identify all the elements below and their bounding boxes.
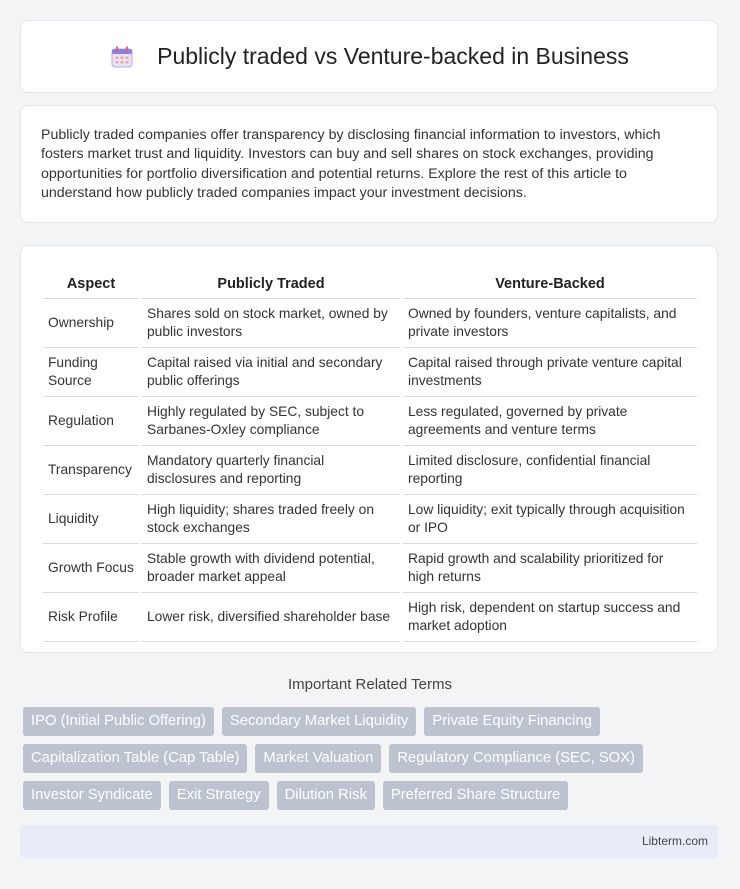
row-publicly-traded: Capital raised via initial and secondary public offerings <box>142 348 400 397</box>
row-venture-backed: High risk, dependent on startup success and market adoption <box>403 593 697 642</box>
related-term-tag[interactable]: Exit Strategy <box>169 781 269 810</box>
header-aspect: Aspect <box>43 266 139 299</box>
row-aspect: Regulation <box>43 397 139 446</box>
row-venture-backed: Less regulated, governed by private agreements and venture terms <box>403 397 697 446</box>
row-publicly-traded: High liquidity; shares traded freely on stock exchanges <box>142 495 400 544</box>
row-aspect: Ownership <box>43 299 139 348</box>
title-card <box>20 20 718 93</box>
table-row <box>43 495 697 544</box>
table-header-row <box>43 266 697 299</box>
row-publicly-traded: Mandatory quarterly financial disclosures and reporting <box>142 446 400 495</box>
related-term-tag[interactable]: Preferred Share Structure <box>383 781 568 810</box>
row-aspect: Funding Source <box>43 348 139 397</box>
comparison-card <box>20 245 718 653</box>
footer-site-link[interactable]: Libterm.com <box>641 834 708 848</box>
intro-card <box>20 105 718 223</box>
calendar-icon <box>109 44 135 70</box>
related-term-tag[interactable]: Dilution Risk <box>277 781 375 810</box>
row-venture-backed: Low liquidity; exit typically through acquisition or IPO <box>403 495 697 544</box>
footer <box>20 825 718 858</box>
row-aspect: Risk Profile <box>43 593 139 642</box>
row-venture-backed: Owned by founders, venture capitalists, and private investors <box>403 299 697 348</box>
related-term-tag[interactable]: Regulatory Compliance (SEC, SOX) <box>389 744 643 773</box>
row-publicly-traded: Shares sold on stock market, owned by public investors <box>142 299 400 348</box>
row-venture-backed: Capital raised through private venture capital investments <box>403 348 697 397</box>
related-terms-title: Important Related Terms <box>288 676 452 693</box>
related-term-tag[interactable]: Investor Syndicate <box>23 781 161 810</box>
table-row <box>43 299 697 348</box>
row-publicly-traded: Stable growth with dividend potential, broader market appeal <box>142 544 400 593</box>
table-row <box>43 397 697 446</box>
row-venture-backed: Limited disclosure, confidential financial reporting <box>403 446 697 495</box>
related-term-tag[interactable]: IPO (Initial Public Offering) <box>23 707 214 736</box>
table-row <box>43 544 697 593</box>
table-row <box>43 348 697 397</box>
header-publicly-traded: Publicly Traded <box>142 266 400 299</box>
page-title: Publicly traded vs Venture-backed in Business <box>157 43 629 69</box>
header-venture-backed: Venture-Backed <box>403 266 697 299</box>
related-term-tag[interactable]: Market Valuation <box>255 744 381 773</box>
related-term-tag[interactable]: Capitalization Table (Cap Table) <box>23 744 247 773</box>
related-term-tag[interactable]: Private Equity Financing <box>424 707 600 736</box>
row-aspect: Growth Focus <box>43 544 139 593</box>
related-term-tag[interactable]: Secondary Market Liquidity <box>222 707 416 736</box>
related-terms-tags <box>23 707 723 810</box>
row-publicly-traded: Highly regulated by SEC, subject to Sarbanes-Oxley compliance <box>142 397 400 446</box>
intro-text: Publicly traded companies offer transparency by disclosing financial information to investors, which fosters market trust and liquidity. Investors can buy and sell shares on stock exchanges, providing opportunities for portfolio diversification and potential returns. Explore the rest of this article to understand how publicly traded companies impact your investment decisions. <box>41 127 661 201</box>
row-aspect: Liquidity <box>43 495 139 544</box>
table-row <box>43 593 697 642</box>
row-publicly-traded: Lower risk, diversified shareholder base <box>142 593 400 642</box>
row-aspect: Transparency <box>43 446 139 495</box>
table-row <box>43 446 697 495</box>
row-venture-backed: Rapid growth and scalability prioritized for high returns <box>403 544 697 593</box>
comparison-table <box>40 266 700 642</box>
